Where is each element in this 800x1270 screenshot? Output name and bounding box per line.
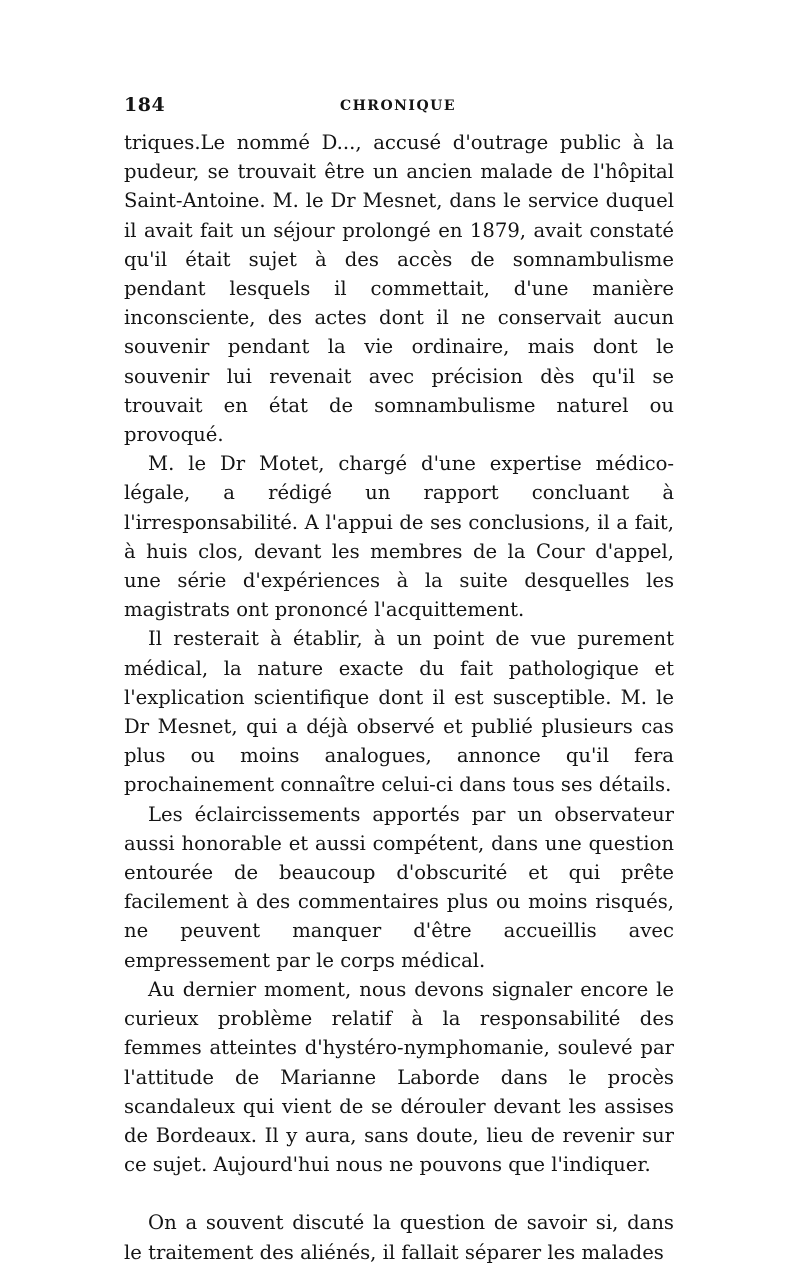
paragraph-continuation: triques.Le nommé D..., accusé d'outrage public à la pudeur, se trouvait être un ancien malade de l'hôpital Saint-Antoine. M. le Dr Mesnet, dans le service duquel il avait fait un séjour prolongé en 1879, avait constaté qu'il était sujet à des accès de somnambulisme pendant lesquels il commettait, d'une manière inconsciente, des actes dont il ne conservait aucun souvenir pendant la vie ordinaire, mais dont le souvenir lui revenait avec précision dès qu'il se trouvait en état de somnambulisme naturel ou provoqué. (124, 131, 674, 447)
section-gap (124, 1179, 674, 1208)
paragraph-medical: Il resterait à établir, à un point de vue purement médical, la nature exacte du fait pathologique et l'explication scientifique dont il est susceptible. M. le Dr Mesnet, qui a déjà observé et publié plusieurs cas plus ou moins analogues, annonce qu'il fera prochainement connaître celui-ci dans tous ses détails. (124, 627, 674, 797)
page-number: 184 (124, 94, 166, 116)
page-header (124, 94, 672, 118)
paragraph-bordeaux: Au dernier moment, nous devons signaler encore le curieux problème relatif à la responsabilité des femmes atteintes d'hystéro-nymphomanie, soulevé par l'attitude de Marianne Laborde dans le procès scandaleux qui vient de se dérouler devant les assises de Bordeaux. Il y aura, sans doute, lieu de revenir sur ce sujet. Aujourd'hui nous ne pouvons que l'indiquer. (124, 977, 674, 1177)
body-text (124, 128, 674, 1267)
paragraph-eclaircissements: Les éclaircissements apportés par un observateur aussi honorable et aussi compétent, dans une question entourée de beaucoup d'obscurité et qui prête facilement à des commentaires plus ou moins risqués, ne peuvent manquer d'être accueillis avec empressement par le corps médical. (124, 802, 674, 972)
paragraph-motet: M. le Dr Motet, chargé d'une expertise médico-légale, a rédigé un rapport concluant à l'irresponsabilité. A l'appui de ses conclusions, il a fait, à huis clos, devant les membres de la Cour d'appel, une série d'expériences à la suite desquelles les magistrats ont prononcé l'acquittement. (124, 452, 674, 622)
running-title: CHRONIQUE (339, 98, 457, 114)
paragraph-alienes: On a souvent discuté la question de savoir si, dans le traitement des aliénés, il fallait séparer les malades (124, 1211, 674, 1264)
